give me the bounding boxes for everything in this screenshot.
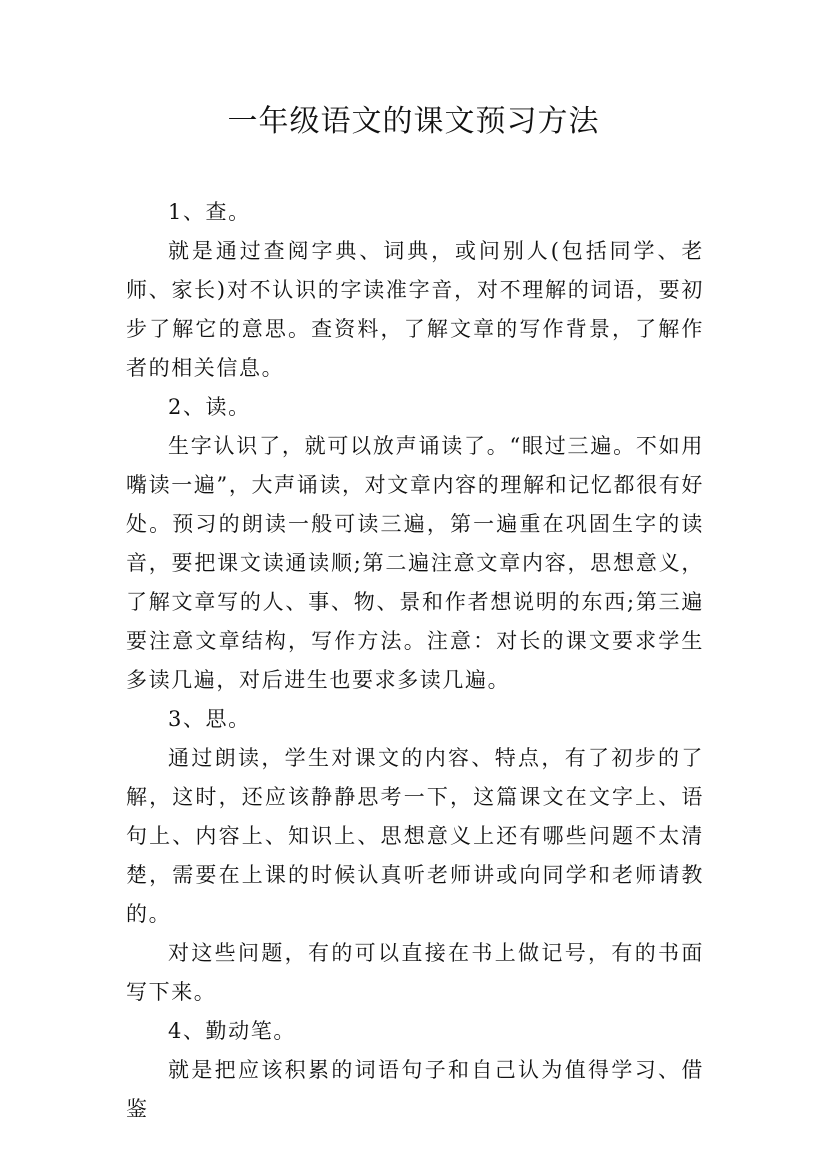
section-heading-think: 3、思。 [168, 707, 251, 731]
paragraph-check-description: 就是通过查阅字典、词典，或问别人(包括同学、老师、家长)对不认识的字读准字音，对不理解的词语，要初步了解它的意思。查资料，了解文章的写作背景，了解作者的相关信息。 [126, 239, 704, 380]
document-body [126, 193, 704, 1129]
document-title: 一年级语文的课文预习方法 [227, 104, 600, 139]
section-heading-read: 2、读。 [168, 395, 251, 419]
section-heading-check: 1、查。 [168, 200, 251, 224]
paragraph-think-description: 通过朗读，学生对课文的内容、特点，有了初步的了解，这时，还应该静静思考一下，这篇课文在文字上、语句上、内容上、知识上、思想意义上还有哪些问题不太清楚，需要在上课的时候认真听老师讲或向同学和老师请教的。 [126, 746, 704, 926]
paragraph-read-description: 生字认识了，就可以放声诵读了。“眼过三遍。不如用嘴读一遍”，大声诵读，对文章内容的理解和记忆都很有好处。预习的朗读一般可读三遍，第一遍重在巩固生字的读音，要把课文读通读顺;第二遍注意文章内容，思想意义，了解文章写的人、事、物、景和作者想说明的东西;第三遍要注意文章结构，写作方法。注意：对长的课文要求学生多读几遍，对后进生也要求多读几遍。 [126, 434, 704, 692]
paragraph-think-notes: 对这些问题，有的可以直接在书上做记号，有的书面写下来。 [126, 941, 704, 1004]
paragraph-write-description: 就是把应该积累的词语句子和自己认为值得学习、借鉴 [126, 1058, 704, 1121]
section-heading-write: 4、勤动笔。 [168, 1019, 296, 1043]
